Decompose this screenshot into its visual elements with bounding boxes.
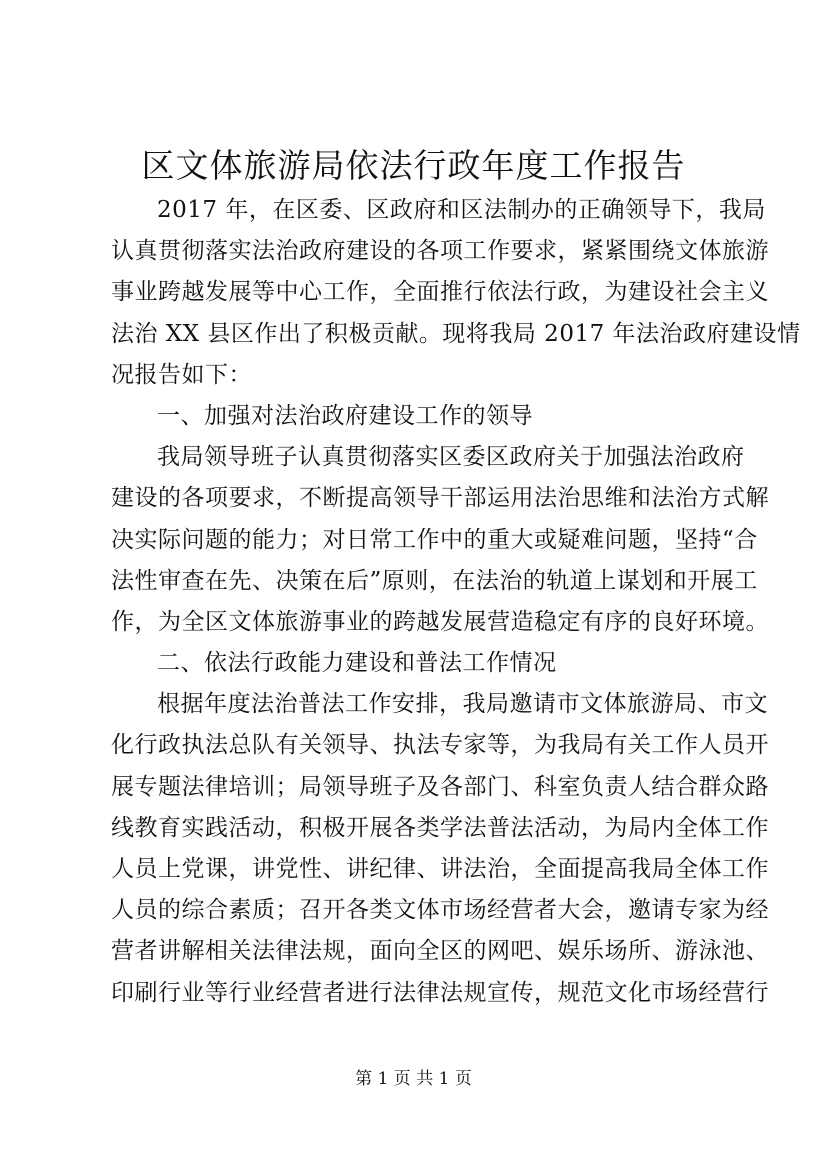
text-line: 根据年度法治普法工作安排，我局邀请市文体旅游局、市文	[157, 691, 768, 718]
text-line: 展专题法律培训；局领导班子及各部门、科室负责人结合群众路	[111, 773, 769, 800]
text-line: 二、依法行政能力建设和普法工作情况	[157, 650, 557, 677]
page-footer: 第 1 页 共 1 页	[355, 1069, 472, 1089]
text-line: 法性审查在先、决策在后”原则，在法治的轨道上谋划和开展工	[111, 567, 758, 594]
text-line: 2017 年，在区委、区政府和区法制办的正确领导下，我局	[157, 197, 766, 223]
text-line: 人员的综合素质；召开各类文体市场经营者大会，邀请专家为经	[111, 897, 769, 924]
text-line: 我局领导班子认真贯彻落实区委区政府关于加强法治政府	[157, 444, 745, 471]
text-line: 人员上党课，讲党性、讲纪律、讲法治，全面提高我局全体工作	[111, 856, 769, 882]
text-line: 印刷行业等行业经营者进行法律法规宣传，规范文化市场经营行	[111, 979, 769, 1006]
text-line: 营者讲解相关法律法规，面向全区的网吧、娱乐场所、游泳池、	[111, 938, 769, 965]
text-line: 况报告如下：	[111, 361, 252, 388]
document-body	[111, 190, 801, 1014]
text-line: 一、加强对法治政府建设工作的领导	[157, 402, 533, 429]
text-line: 线教育实践活动，积极开展各类学法普法活动，为局内全体工作	[111, 814, 769, 841]
document-title: 区文体旅游局依法行政年度工作报告	[141, 146, 686, 185]
text-line: 认真贯彻落实法治政府建设的各项工作要求，紧紧围绕文体旅游	[111, 238, 769, 265]
text-line: 作，为全区文体旅游事业的跨越发展营造稳定有序的良好环境。	[111, 608, 769, 635]
text-line: 建设的各项要求，不断提高领导干部运用法治思维和法治方式解	[111, 485, 769, 512]
text-line: 法治 XX 县区作出了积极贡献。现将我局 2017 年法治政府建设情	[111, 320, 801, 347]
text-line: 化行政执法总队有关领导、执法专家等，为我局有关工作人员开	[111, 732, 769, 759]
text-line: 决实际问题的能力；对日常工作中的重大或疑难问题，坚持“合	[111, 526, 758, 553]
text-line: 事业跨越发展等中心工作，全面推行依法行政，为建设社会主义	[111, 279, 769, 306]
